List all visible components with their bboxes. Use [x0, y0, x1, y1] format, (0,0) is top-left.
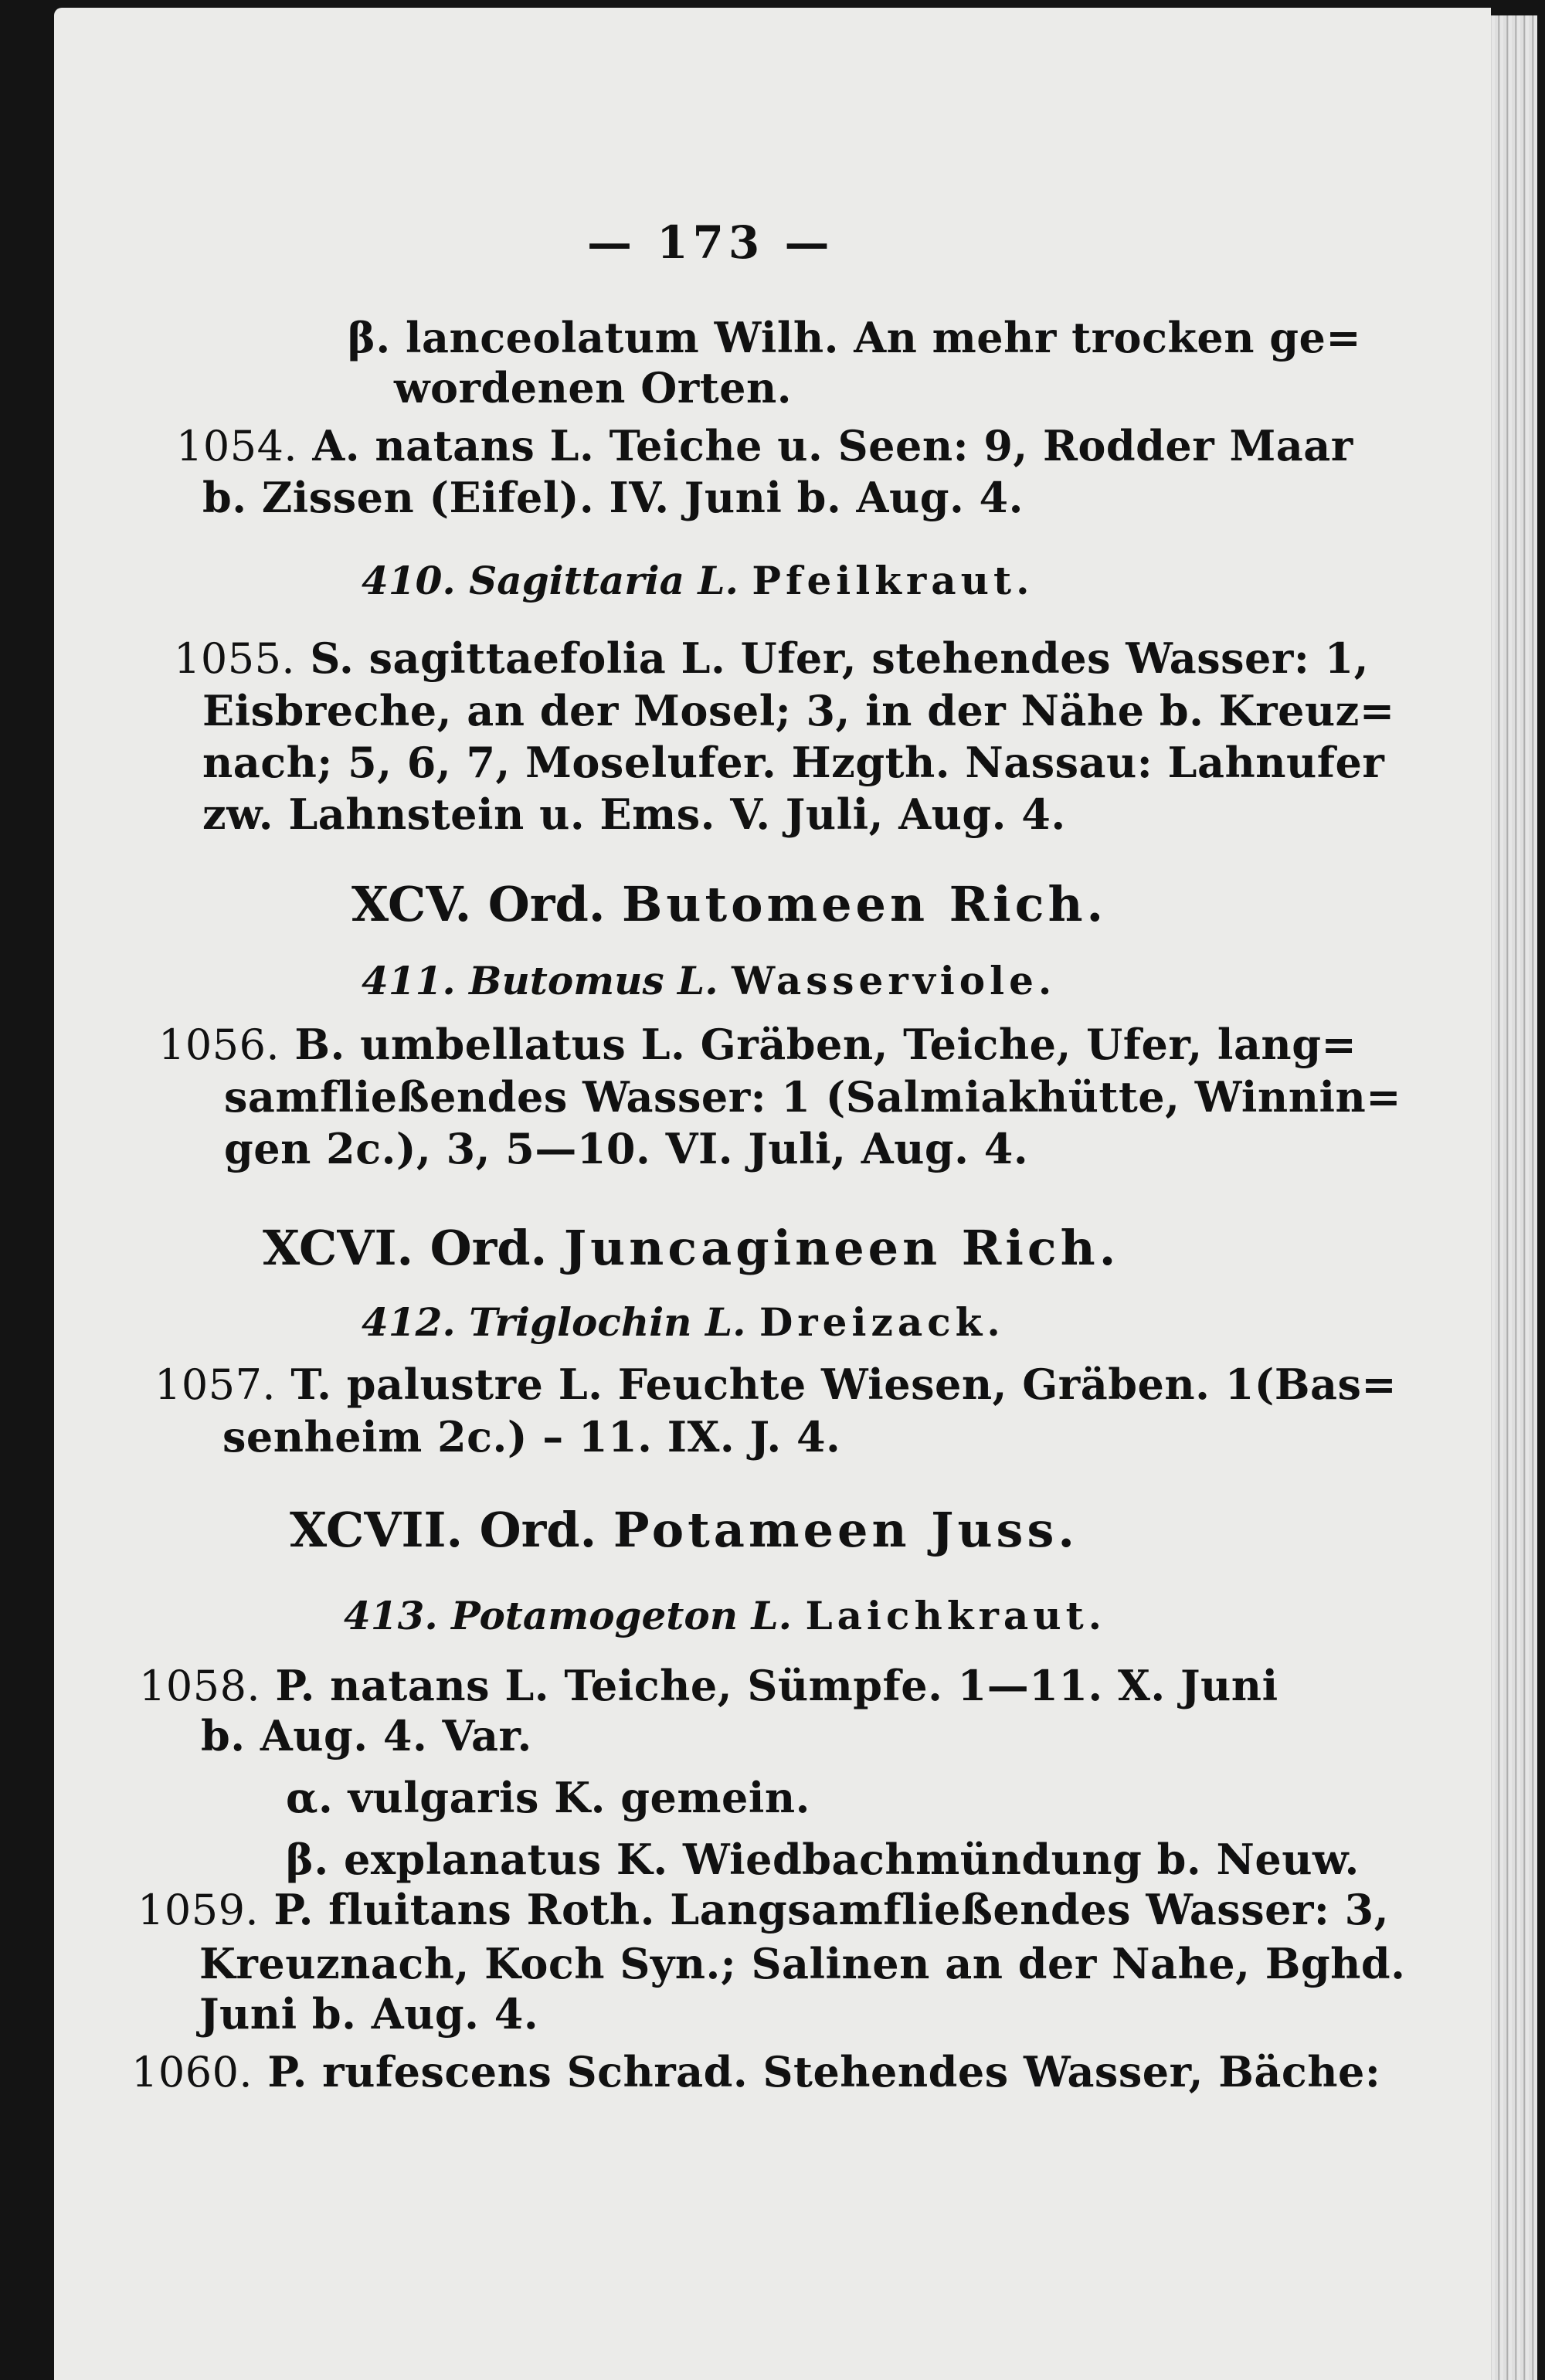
order-97-label: XCVII. Ord. — [290, 1502, 597, 1558]
entry-1058-text: P. natans L. Teiche, Sümpfe. 1—11. X. Juni — [275, 1661, 1278, 1710]
genus-412-label: 412. Triglochin L. — [362, 1299, 746, 1345]
entry-1054-number: 1054. — [176, 422, 298, 470]
entry-1059-text: P. fluitans Roth. Langsamfließendes Wasser: 3, — [273, 1885, 1390, 1934]
entry-1054-line-1 — [176, 421, 1353, 471]
beta-lanceolatum-line-2: wordenen Orten. — [394, 363, 793, 413]
order-96-label: XCVI. Ord. — [263, 1220, 548, 1276]
order-97-heading — [290, 1502, 1078, 1558]
entry-1056-line-2: samfließendes Wasser: 1 (Salmiakhütte, Winnin= — [224, 1072, 1401, 1122]
page-number: — 173 — — [587, 216, 834, 269]
entry-1057-line-1 — [154, 1360, 1397, 1410]
entry-1058-line-2: b. Aug. 4. Var. — [201, 1711, 532, 1760]
order-96-family: Juncagineen Rich. — [563, 1220, 1120, 1276]
genus-412-german: Dreizack. — [759, 1299, 1005, 1345]
order-95-family: Butomeen Rich. — [622, 876, 1108, 932]
entry-1055-line-3: nach; 5, 6, 7, Moselufer. Hzgth. Nassau: Lahnufer — [202, 738, 1385, 787]
entry-1058-line-1 — [139, 1661, 1278, 1711]
entry-1055-line-1 — [174, 633, 1369, 684]
entry-1054-line-2: b. Zissen (Eifel). IV. Juni b. Aug. 4. — [202, 473, 1024, 522]
genus-410-heading — [362, 558, 1034, 604]
variety-beta-explanatus: β. explanatus K. Wiedbachmündung b. Neuw. — [286, 1835, 1360, 1884]
order-95-heading — [351, 877, 1107, 932]
entry-1060-number: 1060. — [131, 2048, 253, 2097]
entry-1057-number: 1057. — [154, 1360, 277, 1409]
entry-1055-text: S. sagittaefolia L. Ufer, stehendes Wasser: 1, — [310, 633, 1369, 683]
genus-410-german: Pfeilkraut. — [752, 558, 1034, 603]
entry-1055-line-2: Eisbreche, an der Mosel; 3, in der Nähe b. Kreuz= — [202, 686, 1395, 735]
genus-413-heading — [344, 1593, 1106, 1639]
genus-413-label: 413. Potamogeton L. — [344, 1593, 793, 1638]
entry-1056-number: 1056. — [158, 1020, 280, 1069]
genus-410-label: 410. Sagittaria L. — [362, 558, 739, 603]
order-97-family: Potameen Juss. — [613, 1502, 1078, 1558]
entry-1056-text: B. umbellatus L. Gräben, Teiche, Ufer, lang= — [294, 1020, 1357, 1069]
order-95-label: XCV. Ord. — [351, 876, 606, 932]
entry-1056-line-1 — [158, 1020, 1357, 1070]
entry-1057-text: T. palustre L. Feuchte Wiesen, Gräben. 1(Bas= — [290, 1360, 1397, 1409]
entry-1059-line-1 — [138, 1885, 1389, 1935]
entry-1055-line-4: zw. Lahnstein u. Ems. V. Juli, Aug. 4. — [202, 789, 1066, 839]
entry-1059-number: 1059. — [138, 1886, 260, 1934]
entry-1059-line-2: Kreuznach, Koch Syn.; Salinen an der Nahe, Bghd. — [199, 1939, 1406, 1988]
genus-411-german: Wasserviole. — [732, 958, 1057, 1003]
genus-413-german: Laichkraut. — [805, 1593, 1107, 1638]
order-96-heading — [263, 1221, 1119, 1276]
genus-412-heading — [362, 1299, 1005, 1346]
entry-1055-number: 1055. — [174, 634, 296, 683]
entry-1054-text: A. natans L. Teiche u. Seen: 9, Rodder Maar — [312, 421, 1353, 470]
entry-1057-line-2: senheim 2c.) – 11. IX. J. 4. — [222, 1412, 841, 1462]
beta-lanceolatum-line-1: β. lanceolatum Wilh. An mehr trocken ge= — [348, 313, 1362, 362]
genus-411-label: 411. Butomus L. — [362, 958, 718, 1003]
genus-411-heading — [362, 958, 1056, 1004]
variety-alpha-vulgaris: α. vulgaris K. gemein. — [286, 1773, 810, 1822]
entry-1060-text: P. rufescens Schrad. Stehendes Wasser, Bäche: — [267, 2047, 1381, 2097]
entry-1059-line-3: Juni b. Aug. 4. — [199, 1989, 539, 2039]
entry-1056-line-3: gen 2c.), 3, 5—10. VI. Juli, Aug. 4. — [224, 1124, 1029, 1173]
entry-1058-number: 1058. — [139, 1662, 261, 1710]
entry-1060-line-1 — [131, 2047, 1380, 2097]
